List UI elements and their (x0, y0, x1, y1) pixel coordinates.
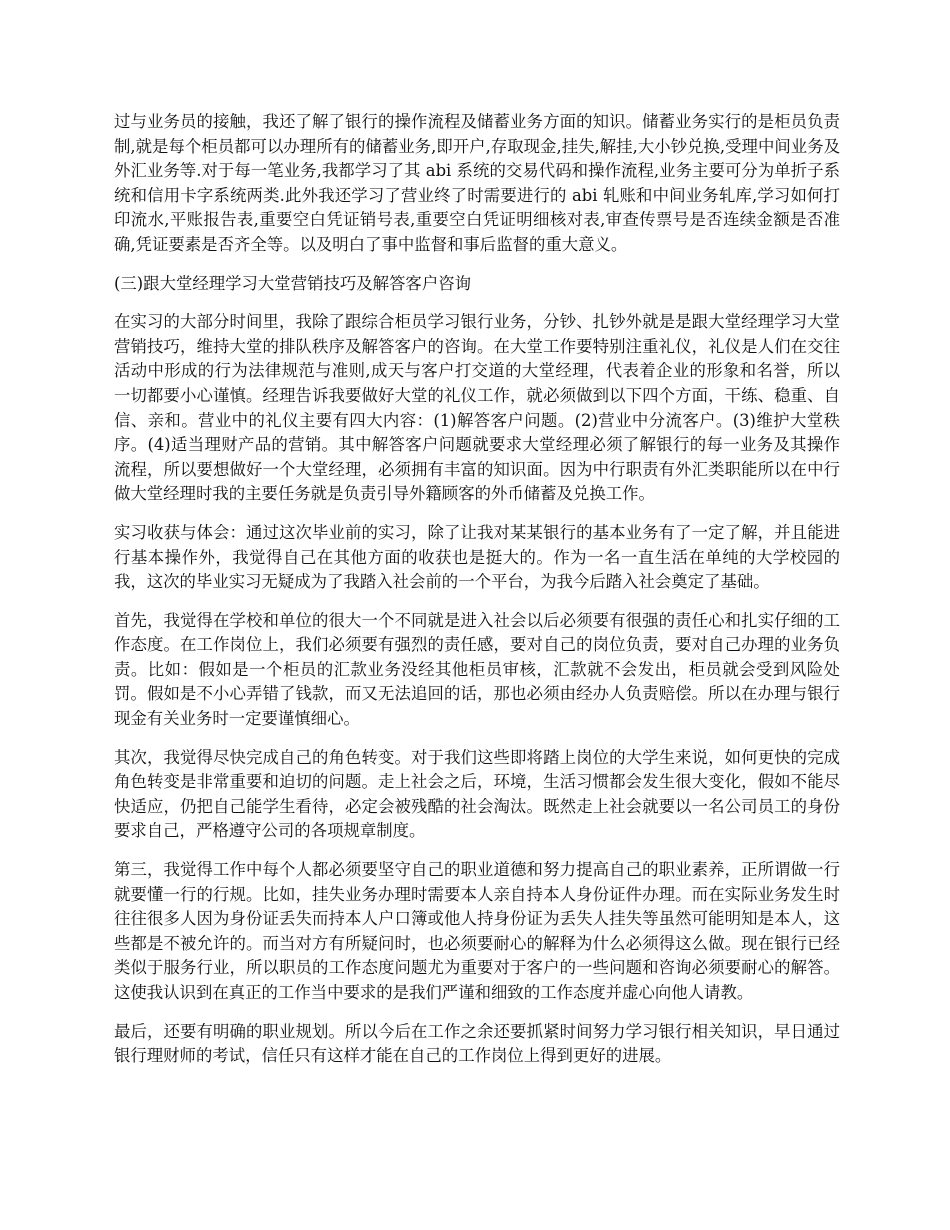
paragraph-finally-career-plan: 最后，还要有明确的职业规划。所以今后在工作之余还要抓紧时间努力学习银行相关知识，早日通过银行理财师的考试，信任只有这样才能在自己的工作岗位上得到更好的进展。 (114, 1021, 840, 1066)
paragraph-third-professional-ethics: 第三，我觉得工作中每个人都必须要坚守自己的职业道德和努力提高自己的职业素养，正所谓做一行就要懂一行的行规。比如，挂失业务办理时需要本人亲自持本人身份证件办理。而在实际业务发生时往往很多人因为身份证丢失而持本人户口簿或他人持身份证为丢失人挂失等虽然可能明知是本人，这些都是不被允许的。而当对方有所疑问时，也必须要耐心的解释为什么必须得这么做。现在银行已经类似于服务行业，所以职员的工作态度问题尤为重要对于客户的一些问题和咨询必须要耐心的解答。这使我认识到在真正的工作当中要求的是我们严谨和细致的工作态度并虚心向他人请教。 (114, 860, 840, 1002)
paragraph-lobby-etiquette: 在实习的大部分时间里，我除了跟综合柜员学习银行业务，分钞、扎钞外就是是跟大堂经理学习大堂营销技巧，维持大堂的排队秩序及解答客户的咨询。在大堂工作要特别注重礼仪，礼仪是人们在交往活动中形成的行为法律规范与准则,成天与客户打交道的大堂经理，代表着企业的形象和名誉，所以一切都要小心谨慎。经理告诉我要做好大堂的礼仪工作，就必须做到以下四个方面，干练、稳重、自信、亲和。营业中的礼仪主要有四大内容：(1)解答客户问题。(2)营业中分流客户。(3)维护大堂秩序。(4)适当理财产品的营销。其中解答客户问题就要求大堂经理必须了解银行的每一业务及其操作流程，所以要想做好一个大堂经理，必须拥有丰富的知识面。因为中行职责有外汇类职能所以在中行做大堂经理时我的主要任务就是负责引导外籍顾客的外币储蓄及兑换工作。 (114, 312, 840, 504)
paragraph-first-responsibility: 首先，我觉得在学校和单位的很大一个不同就是进入社会以后必须要有很强的责任心和扎实仔细的工作态度。在工作岗位上，我们必须要有强烈的责任感，要对自己的岗位负责，要对自己办理的业务负责。比如：假如是一个柜员的汇款业务没经其他柜员审核，汇款就不会发出，柜员就会受到风险处罚。假如是不小心弄错了钱款，而又无法追回的话，那也必须由经办人负责赔偿。所以在办理与银行现金有关业务时一定要谨慎细心。 (114, 610, 840, 729)
document-body (114, 110, 840, 1083)
paragraph-internship-gains: 实习收获与体会：通过这次毕业前的实习，除了让我对某某银行的基本业务有了一定了解，并且能进行基本操作外，我觉得自己在其他方面的收获也是挺大的。作为一名一直生活在单纯的大学校园的我，这次的毕业实习无疑成为了我踏入社会前的一个平台，为我今后踏入社会奠定了基础。 (114, 522, 840, 592)
paragraph-second-role-change: 其次，我觉得尽快完成自己的角色转变。对于我们这些即将踏上岗位的大学生来说，如何更快的完成角色转变是非常重要和迫切的问题。走上社会之后，环境，生活习惯都会发生很大变化，假如不能尽快适应，仍把自己能学生看待，必定会被残酷的社会淘汰。既然走上社会就要以一名公司员工的身份要求自己，严格遵守公司的各项规章制度。 (114, 747, 840, 841)
paragraph-savings-business: 过与业务员的接触，我还了解了银行的操作流程及储蓄业务方面的知识。储蓄业务实行的是柜员负责制,就是每个柜员都可以办理所有的储蓄业务,即开户,存取现金,挂失,解挂,大小钞兑换,受理中间业务及外汇业务等.对于每一笔业务,我都学习了其 abi 系统的交易代码和操作流程,业务主要可分为单折子系统和信用卡字系统两类.此外我还学习了营业终了时需要进行的 abi 轧账和中间业务轧库,学习如何打印流水,平账报告表,重要空白凭证销号表,重要空白凭证明细核对表,审查传票号是否连续金额是否准确,凭证要素是否齐全等。以及明白了事中监督和事后监督的重大意义。 (114, 112, 840, 254)
section-heading-lobby-manager: (三)跟大堂经理学习大堂营销技巧及解答客户咨询 (114, 273, 471, 293)
